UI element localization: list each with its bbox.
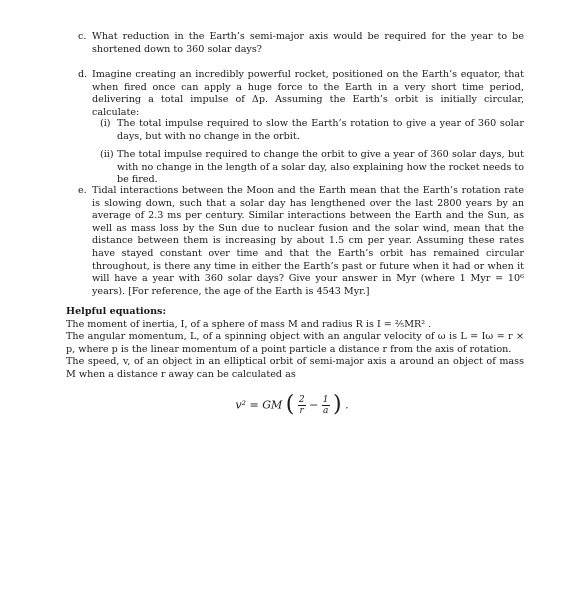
- moment-of-inertia-line: The moment of inertia, I, of a sphere of mass M and radius R is I = ⅖MR² .: [66, 318, 432, 330]
- question-e: [78, 185, 524, 298]
- subquestion-d-ii: [100, 149, 524, 187]
- subquestion-number: (ii): [100, 149, 114, 160]
- question-c: [78, 31, 524, 56]
- question-letter: c.: [78, 31, 87, 42]
- helpful-title: Helpful equations:: [66, 306, 167, 317]
- equation-period: .: [345, 398, 349, 412]
- orbital-speed-line: The speed, v, of an object in an elliptical orbit of semi-major axis a around an object of mass M when a distance r away can be calculated as: [66, 356, 524, 380]
- open-paren: (: [285, 392, 295, 418]
- helpful-equations: [66, 306, 524, 382]
- vis-viva-equation: [0, 392, 584, 418]
- close-paren: ): [333, 392, 342, 418]
- question-text: Tidal interactions between the Moon and the Earth mean that the Earth’s rotation rate is slowing down, such that a solar day has lengthened over the last 2800 years by an average of 2.3 ms per century. Similar interactions between the Earth and the Sun, as well as mass loss by the Sun due to nuclear fusion and the solar wind, mean that the distance between them is increasing by about 1.5 cm per year. Assuming these rates have stayed constant over time and that the Earth’s orbit has remained circular throughout, is there any time in either the Earth’s past or future when it had or when it will have a year with 360 solar days? Give your answer in Myr (where 1 Myr = 10⁶ years). [For reference, the age of the Earth is 4543 Myr.]: [92, 185, 524, 297]
- question-letter: e.: [78, 185, 87, 196]
- question-text: Imagine creating an incredibly powerful rocket, positioned on the Earth’s equator, that when fired once can apply a huge force to the Earth in a very short time period, delivering a total impulse of Δp. Assuming the Earth’s orbit is initially circular, calculate:: [92, 69, 524, 118]
- question-letter: d.: [78, 69, 88, 80]
- subquestion-d-i: [100, 118, 524, 143]
- fraction-1-over-a: $\frac{1}{a}$: [322, 395, 329, 416]
- subquestion-number: (i): [100, 118, 111, 129]
- angular-momentum-line: The angular momentum, L, of a spinning object with an angular velocity of ω is L = Iω = r × p, where p is the linear momentum of a point particle a distance r from the axis of rotation.: [66, 331, 524, 355]
- subquestion-text: The total impulse required to slow the Earth’s rotation to give a year of 360 solar days, but with no change in the orbit.: [117, 118, 524, 142]
- question-d: [78, 69, 524, 119]
- subquestion-text: The total impulse required to change the orbit to give a year of 360 solar days, but with no change in the length of a solar day, also explaining how the rocket needs to be fired.: [117, 149, 524, 186]
- fraction-2-over-r: $\frac{2}{r}$: [298, 395, 305, 416]
- minus-sign: −: [309, 398, 319, 412]
- question-text: What reduction in the Earth’s semi-major axis would be required for the year to be shortened down to 360 solar days?: [92, 31, 524, 55]
- equation-lhs: v² = GM: [235, 398, 283, 412]
